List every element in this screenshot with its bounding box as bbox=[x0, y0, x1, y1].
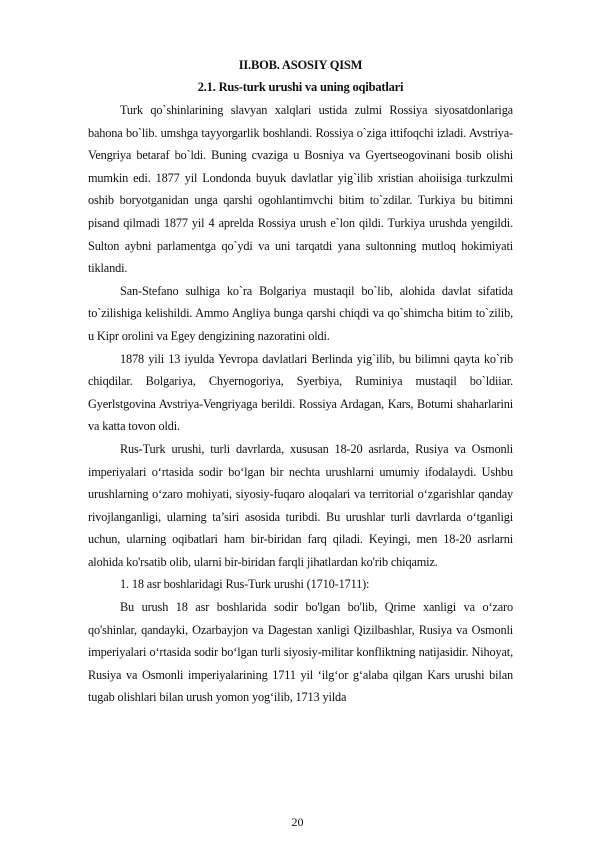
paragraph-3: 1878 yili 13 iyulda Yevropa davlatlari Berlinda yig`ilib, bu bilimni qayta ko`rib chiqdilar. Bolgariya, Chyernogoriya, Syerbiya, Ruminiya mustaqil bo`ldiiar. Gyerlstgovina Avstriya-Vengriyaga berildi. Rossiya Ardagan, Kars, Botumi shaharlarini va katta tovon oldi. bbox=[88, 351, 513, 434]
chapter-heading: II.BOB. ASOSIY QISM bbox=[238, 58, 363, 72]
paragraph-5: 1. 18 asr boshlaridagi Rus-Turk urushi (1710-1711): bbox=[120, 577, 370, 592]
paragraph-2: San-Stefano sulhiga ko`ra Bolgariya mustaqil bo`lib, alohida davlat sifatida to`zilishiga kelishildi. Ammo Angliya bunga qarshi chiqdi va qo`shimcha bitim to`zilib, u Kipr orolini va Egey dengizining nazoratini oldi. bbox=[88, 283, 513, 343]
paragraph-4: Rus-Turk urushi, turli davrlarda, xususan 18-20 asrlarda, Rusiya va Osmonli imperiyalari o‘rtasida sodir bo‘lgan bir nechta urushlarni umumiy ifodalaydi. Ushbu urushlarning o‘zaro mohiyati, siyosiy-fuqaro aloqalari va territorial o‘zgarishlar qanday rivojlanganligi, ularning ta’siri asosida turibdi. Bu urushlar turli davrlarda o‘tganligi uchun, ularning oqibatlari ham bir-biridan farq qiladi. Keyingi, men 18-20 asrlarni alohida ko'rsatib olib, ularni bir-biridan farqli jihatlardan ko'rib chiqamiz. bbox=[88, 441, 513, 569]
page-number: 20 bbox=[291, 815, 304, 829]
section-heading: 2.1. Rus-turk urushi va uning oqibatlari bbox=[197, 80, 404, 94]
paragraph-6: Bu urush 18 asr boshlarida sodir bo'lgan bo'lib, Qrime xanligi va o‘zaro qo'shinlar, qandayki, Ozarbayjon va Dagestan xanligi Qizilbashlar, Rusiya va Osmonli imperiyalari o‘rtasida sodir bo‘lgan turli siyosiy-militar konfliktning natijasidir. Nihoyat, Rusiya va Osmonli imperiyalarining 1711 yil ‘ilg‘or g‘alaba qilgan Kars urushi bilan tugab olishlari bilan urush yomon yog‘ilib, 1713 yilda bbox=[88, 600, 513, 705]
paragraph-1: Turk qo`shinlarining slavyan xalqlari ustida zulmi Rossiya siyosatdonlariga bahona bo`lib. umshga tayyorgarlik boshlandi. Rossiya o`ziga ittifoqchi izladi. Avstriya-Vengriya betaraf bo`ldi. Buning cvaziga u Bosniya va Gyertseogovinani bosib olishi mumkin edi. 1877 yil Londonda buyuk davlatlar yig`ilib xristian ahoiisiga turkzulmi oshib boryotganidan unga qarshi ogohlantimvchi bitim to`zdilar. Turkiya bu bitimni pisand qilmadi 1877 yil 4 aprelda Rossiya urush e`lon qildi. Turkiya urushda yengildi. Sulton aybni parlamentga qo`ydi va uni tarqatdi yana sultonning mutloq hokimiyati tiklandi. bbox=[88, 103, 513, 276]
page-content bbox=[88, 56, 513, 709]
